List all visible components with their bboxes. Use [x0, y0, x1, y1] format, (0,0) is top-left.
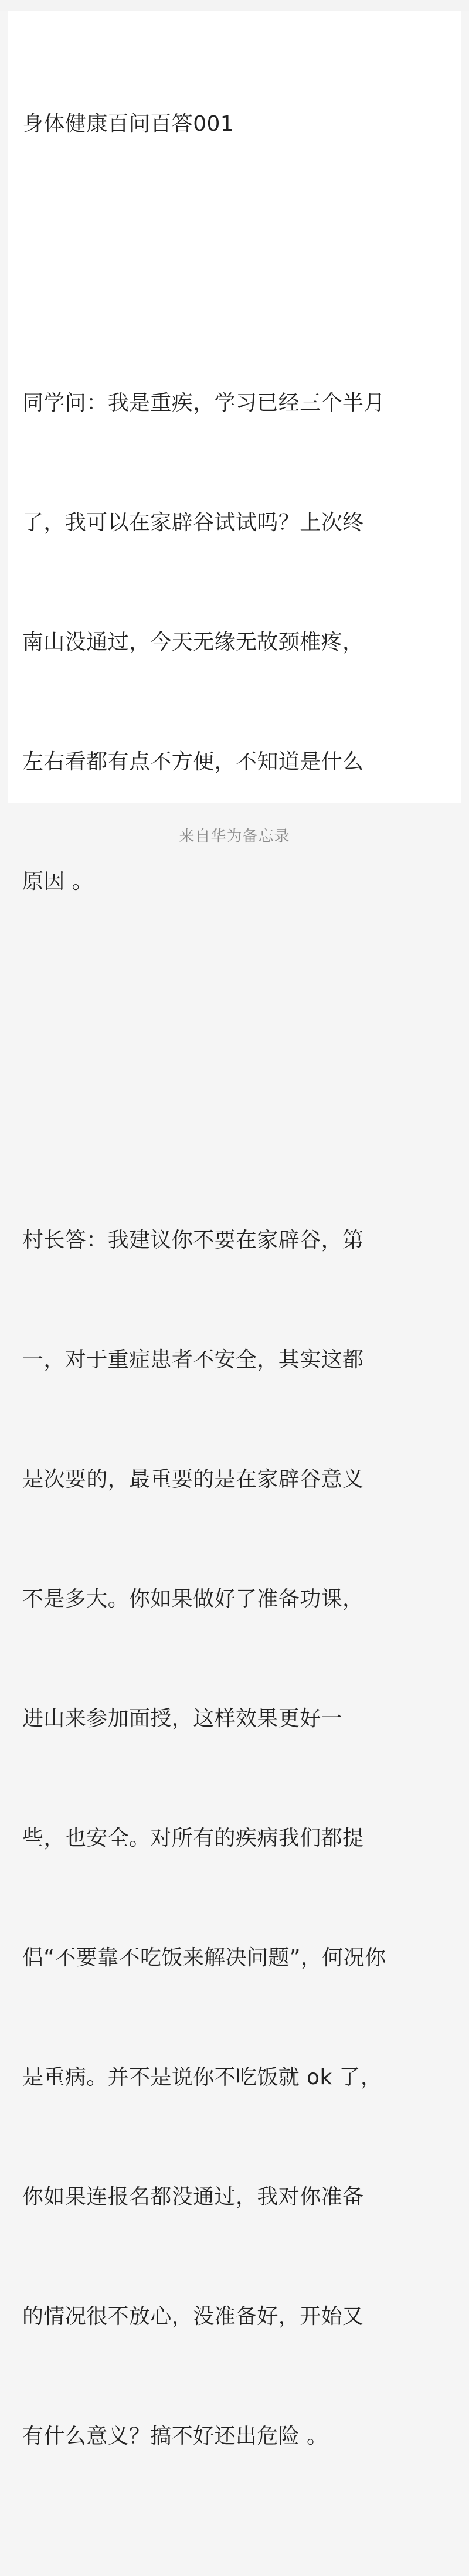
answer-line: 进山来参加面授，这样效果更好一 [22, 1707, 343, 1731]
question-block [22, 304, 433, 981]
answer-line: 你如果连报名都没通过，我对你准备 [22, 2185, 364, 2209]
answer-line: 不是多大。你如果做好了准备功课， [22, 1587, 364, 1611]
question-line: 原因 。 [22, 869, 94, 893]
answer-line: 是次要的，最重要的是在家辟谷意义 [22, 1467, 364, 1491]
source-label: 来自华为备忘录 [179, 827, 290, 845]
question-line: 同学问：我是重疾，学习已经三个半月 [22, 391, 385, 415]
note-title: 身体健康百问百答001 [22, 112, 235, 136]
answer-line: 倡“不要靠不吃饭来解决问题”，何况你 [22, 1946, 386, 1970]
note-content [22, 25, 433, 2576]
answer-line: 是重病。并不是说你不吃饭就 ok 了， [22, 2065, 382, 2089]
answer-line: 有什么意义？搞不好还出危险 。 [22, 2424, 328, 2448]
answer-line: 村长答：我建议你不要在家辟谷，第 [22, 1228, 364, 1252]
answer-line: 的情况很不放心，没准备好，开始又 [22, 2305, 364, 2329]
answer-line: 些，也安全。对所有的疾病我们都提 [22, 1826, 364, 1850]
footer [0, 803, 469, 867]
answer-line: 一，对于重症患者不安全，其实这都 [22, 1348, 364, 1372]
top-strip [0, 0, 469, 11]
question-line: 左右看都有点不方便，不知道是什么 [22, 750, 364, 774]
answer-block [22, 1141, 433, 2536]
question-line: 了，我可以在家辟谷试试吗？上次终 [22, 511, 364, 535]
question-line: 南山没通过，今天无缘无故颈椎疼， [22, 630, 364, 654]
